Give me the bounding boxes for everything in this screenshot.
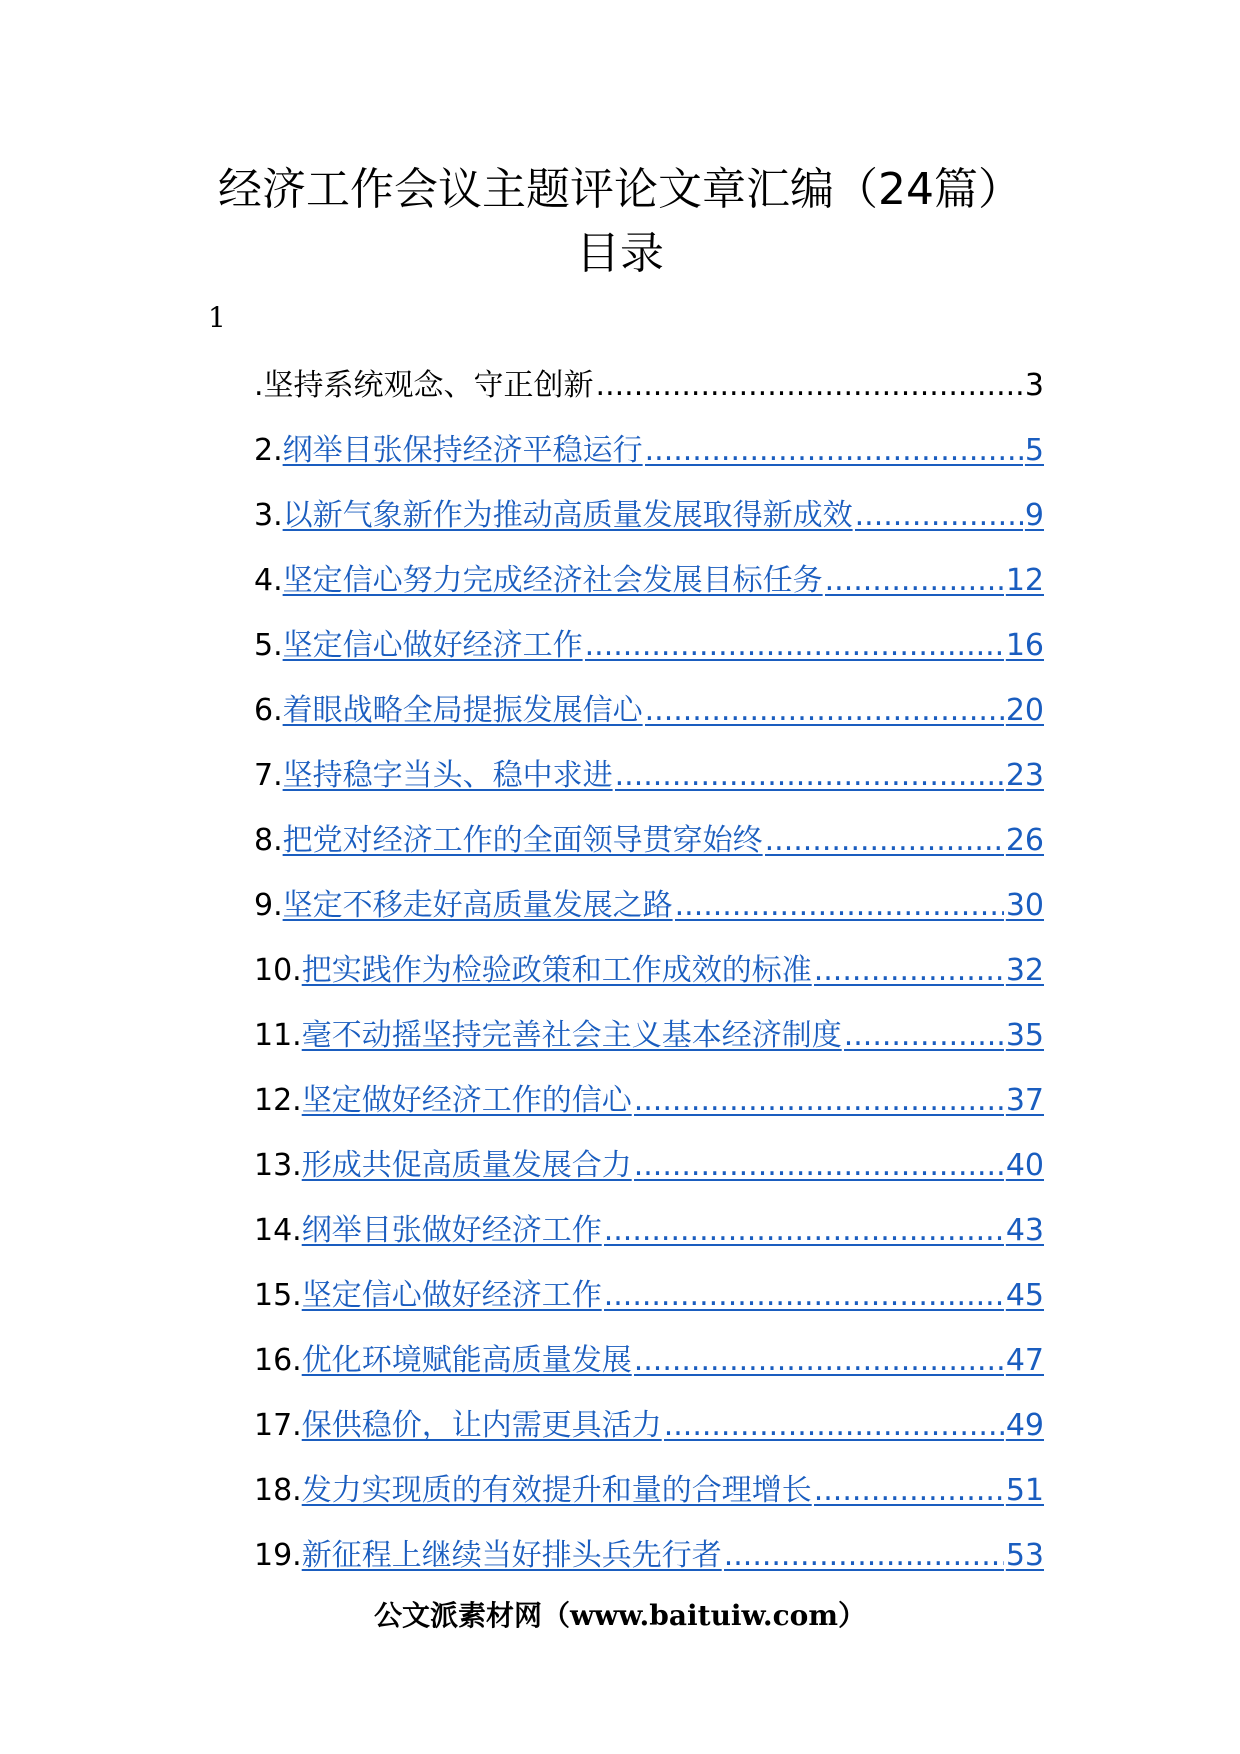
- toc-entry: [254, 691, 1044, 756]
- toc-leader-dots: [814, 951, 1004, 991]
- page-marker: 1: [208, 301, 226, 334]
- toc-entry-title: 纲举目张做好经济工作: [301, 1213, 602, 1248]
- toc-entry: [254, 1471, 1044, 1536]
- toc-leader-dots: [615, 756, 1004, 796]
- toc-entry: [254, 821, 1044, 886]
- toc-entry-number: 2.: [254, 433, 283, 468]
- toc-leader-dots: [844, 1016, 1004, 1056]
- toc-entry-page: 5: [1024, 433, 1044, 468]
- toc-entry-number: 12.: [254, 1083, 302, 1118]
- toc-entry: [254, 1536, 1044, 1601]
- toc-entry: [254, 1081, 1044, 1146]
- toc-entry-number: 8.: [254, 823, 283, 858]
- toc-entry-link[interactable]: [302, 1146, 1044, 1186]
- toc-entry-link[interactable]: [283, 431, 1044, 471]
- toc-entry-page: 53: [1005, 1538, 1044, 1573]
- toc-leader-dots: [634, 1341, 1004, 1381]
- toc-entry-title: 形成共促高质量发展合力: [301, 1148, 632, 1183]
- toc-entry-link[interactable]: [302, 1211, 1044, 1251]
- toc-entry-title: 坚持稳字当头、稳中求进: [282, 758, 613, 793]
- toc-leader-dots: [596, 366, 1023, 406]
- toc-entry-title: 发力实现质的有效提升和量的合理增长: [301, 1473, 812, 1508]
- toc-entry-title: 着眼战略全局提振发展信心: [282, 693, 643, 728]
- toc-leader-dots: [585, 626, 1004, 666]
- toc-entry-link[interactable]: [283, 561, 1044, 601]
- toc-entry-link[interactable]: [283, 626, 1044, 666]
- toc-entry: [254, 1211, 1044, 1276]
- toc-entry-page: 43: [1005, 1213, 1044, 1248]
- toc-entry: [254, 1341, 1044, 1406]
- toc-leader-dots: [664, 1406, 1004, 1446]
- toc-entry-number: 14.: [254, 1213, 302, 1248]
- toc-leader-dots: [814, 1471, 1004, 1511]
- toc-entry: [254, 431, 1044, 496]
- toc-entry-number: 9.: [254, 888, 283, 923]
- toc-entry-number: 19.: [254, 1538, 302, 1573]
- toc-entry-title: 新征程上继续当好排头兵先行者: [301, 1538, 722, 1573]
- footer-watermark: 公文派素材网（www.baituiw.com）: [374, 1599, 866, 1632]
- toc-leader-dots: [634, 1081, 1004, 1121]
- toc-entry-page: 16: [1005, 628, 1044, 663]
- toc-entry: [254, 626, 1044, 691]
- toc-entry: [254, 496, 1044, 561]
- toc-entry-page: 30: [1005, 888, 1044, 923]
- toc-leader-dots: [825, 561, 1004, 601]
- toc-entry-title: 坚定信心努力完成经济社会发展目标任务: [282, 563, 823, 598]
- toc-entry-number: 15.: [254, 1278, 302, 1313]
- toc-leader-dots: [604, 1211, 1004, 1251]
- toc-entry-title: 以新气象新作为推动高质量发展取得新成效: [282, 498, 853, 533]
- toc-entry-number: 17.: [254, 1408, 302, 1443]
- toc-entry-page: 49: [1005, 1408, 1044, 1443]
- toc-entry-link[interactable]: [302, 1016, 1044, 1056]
- toc-leader-dots: [855, 496, 1023, 536]
- toc-entry-page: 47: [1005, 1343, 1044, 1378]
- toc-entry-link[interactable]: [283, 691, 1044, 731]
- toc-entry: [254, 1406, 1044, 1471]
- toc-entry-link[interactable]: [283, 756, 1044, 796]
- toc-entry-page: 23: [1005, 758, 1044, 793]
- toc-entry-page: 51: [1005, 1473, 1044, 1508]
- toc-leader-dots: [645, 691, 1004, 731]
- toc-entry-title: 优化环境赋能高质量发展: [301, 1343, 632, 1378]
- toc-entry-title: 坚定做好经济工作的信心: [301, 1083, 632, 1118]
- toc-entry-link[interactable]: [302, 1276, 1044, 1316]
- toc-entry-page: 40: [1005, 1148, 1044, 1183]
- toc-entry: [254, 756, 1044, 821]
- toc-entry-number: 4.: [254, 563, 283, 598]
- toc-entry-page: 37: [1005, 1083, 1044, 1118]
- toc-entry-number: 3.: [254, 498, 283, 533]
- toc-entry-number: 10.: [254, 953, 302, 988]
- toc-entry-number: 16.: [254, 1343, 302, 1378]
- toc-leader-dots: [724, 1536, 1004, 1576]
- toc-leader-dots: [675, 886, 1004, 926]
- toc-entry-page: 3: [1024, 368, 1044, 403]
- toc-entry: [254, 1276, 1044, 1341]
- toc-entry-link[interactable]: [302, 951, 1044, 991]
- toc-entry-number: 11.: [254, 1018, 302, 1053]
- toc-leader-dots: [765, 821, 1004, 861]
- toc-entry-link[interactable]: [302, 1471, 1044, 1511]
- toc-entry-link[interactable]: [302, 1081, 1044, 1121]
- toc-entry-title: 把党对经济工作的全面领导贯穿始终: [282, 823, 763, 858]
- toc-entry-title: 纲举目张保持经济平稳运行: [282, 433, 643, 468]
- toc-entry-page: 35: [1005, 1018, 1044, 1053]
- toc-entry-link[interactable]: [283, 496, 1044, 536]
- toc-entry-title: 把实践作为检验政策和工作成效的标准: [301, 953, 812, 988]
- toc-entry-page: 12: [1005, 563, 1044, 598]
- toc-entry-page: 45: [1005, 1278, 1044, 1313]
- toc-entry-page: 20: [1005, 693, 1044, 728]
- toc-entry-number: 7.: [254, 758, 283, 793]
- toc-entry-title: 毫不动摇坚持完善社会主义基本经济制度: [301, 1018, 842, 1053]
- toc-entry: [254, 561, 1044, 626]
- toc-entry-title: 坚定信心做好经济工作: [301, 1278, 602, 1313]
- toc-leader-dots: [604, 1276, 1004, 1316]
- toc-entry: [254, 1146, 1044, 1211]
- toc-entry-title: 坚定信心做好经济工作: [282, 628, 583, 663]
- document-subtitle: 目录: [576, 228, 664, 279]
- toc-entry-title: .坚持系统观念、守正创新: [254, 368, 594, 403]
- toc-entry-number: 18.: [254, 1473, 302, 1508]
- toc-entry-link[interactable]: [283, 821, 1044, 861]
- toc-entry-number: 13.: [254, 1148, 302, 1183]
- toc-entry-link[interactable]: [283, 886, 1044, 926]
- toc-entry-title: 坚定不移走好高质量发展之路: [282, 888, 673, 923]
- toc-entry-link[interactable]: [302, 1341, 1044, 1381]
- toc-entry-link[interactable]: [302, 1406, 1044, 1446]
- toc-entry: [254, 886, 1044, 951]
- document-title: 经济工作会议主题评论文章汇编（24篇）: [218, 164, 1022, 215]
- toc-entry: [254, 951, 1044, 1016]
- toc-entry-title: 保供稳价，让内需更具活力: [301, 1408, 662, 1443]
- toc-entry-link[interactable]: [302, 1536, 1044, 1576]
- toc-entry-page: 32: [1005, 953, 1044, 988]
- toc-entry-page: 26: [1005, 823, 1044, 858]
- toc-leader-dots: [634, 1146, 1004, 1186]
- toc-entry-link[interactable]: [254, 366, 1044, 406]
- toc-entry: [254, 366, 1044, 431]
- toc-entry-number: 6.: [254, 693, 283, 728]
- toc-entry-page: 9: [1024, 498, 1044, 533]
- toc-entry: [254, 1016, 1044, 1081]
- toc-entry-number: 5.: [254, 628, 283, 663]
- toc-leader-dots: [645, 431, 1023, 471]
- table-of-contents: [254, 366, 1044, 1601]
